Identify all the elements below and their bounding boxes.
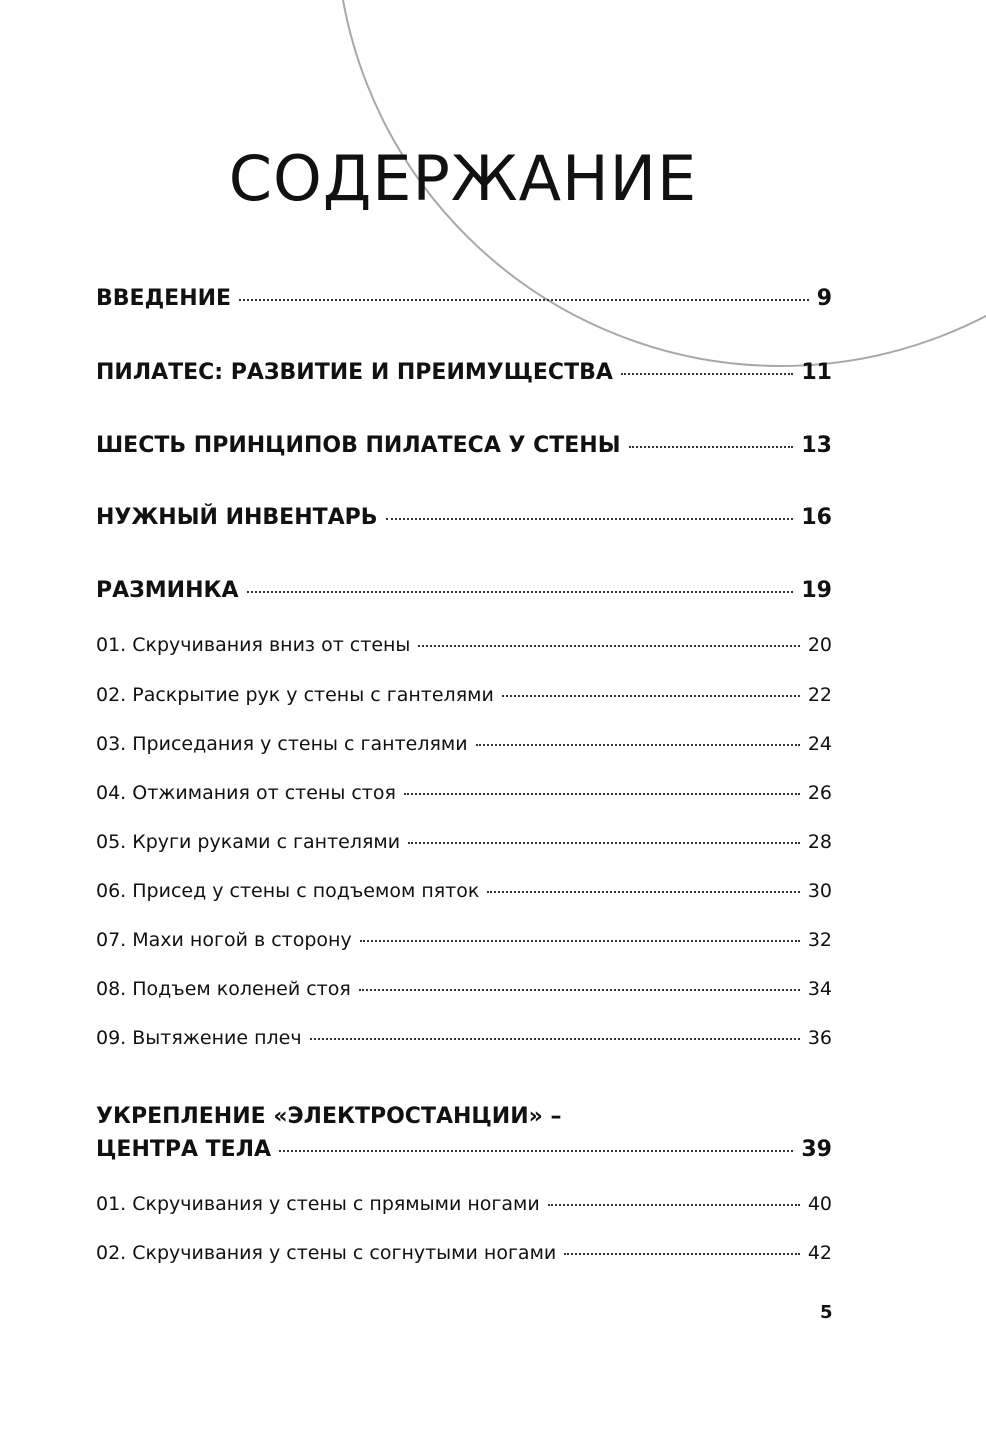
toc-entry-page: 30 <box>807 880 832 902</box>
toc-entry-page: 32 <box>807 929 832 951</box>
toc-entry-label: ПИЛАТЕС: РАЗВИТИЕ И ПРЕИМУЩЕСТВА <box>96 360 613 385</box>
toc-entry-warmup-04[interactable] <box>96 782 832 804</box>
toc-entry-warmup-01[interactable] <box>96 634 832 656</box>
toc-entry-warmup-02[interactable] <box>96 684 832 706</box>
toc-entry-warmup-03[interactable] <box>96 733 832 755</box>
dot-leader <box>360 940 800 942</box>
toc-entry-label: 05. Круги руками с гантелями <box>96 831 401 853</box>
toc-entry-label: 09. Вытяжение плеч <box>96 1027 302 1049</box>
toc-entry-page: 24 <box>807 733 832 755</box>
dot-leader <box>476 744 800 746</box>
toc-entry-label: ЦЕНТРА ТЕЛА <box>96 1137 272 1162</box>
toc-entry-page: 42 <box>807 1242 832 1264</box>
page-number: 5 <box>820 1302 833 1323</box>
toc-entry-label: 06. Присед у стены с подъемом пяток <box>96 880 480 902</box>
toc-entry-page: 34 <box>807 978 832 1000</box>
toc-entry-page: 28 <box>807 831 832 853</box>
toc-entry-equipment[interactable] <box>96 505 832 530</box>
toc-entry-page: 40 <box>807 1193 832 1215</box>
page-title: СОДЕРЖАНИЕ <box>228 142 698 215</box>
toc-entry-core-01[interactable] <box>96 1193 832 1215</box>
dot-leader <box>548 1204 800 1206</box>
toc-entry-page: 9 <box>816 286 832 311</box>
dot-leader <box>386 518 794 520</box>
toc-entry-label: РАЗМИНКА <box>96 578 239 603</box>
toc-entry-core-02[interactable] <box>96 1242 832 1264</box>
toc-entry-label: 02. Раскрытие рук у стены с гантелями <box>96 684 494 706</box>
dot-leader <box>502 695 800 697</box>
toc-entry-page: 19 <box>801 578 832 603</box>
toc-entry-warmup-09[interactable] <box>96 1027 832 1049</box>
toc-entry-page: 36 <box>807 1027 832 1049</box>
toc-entry-label: 04. Отжимания от стены стоя <box>96 782 396 804</box>
toc-entry-warmup-05[interactable] <box>96 831 832 853</box>
toc-entry-label: ШЕСТЬ ПРИНЦИПОВ ПИЛАТЕСА У СТЕНЫ <box>96 433 621 458</box>
toc-entry-warmup-07[interactable] <box>96 929 832 951</box>
toc-entry-label: 08. Подъем коленей стоя <box>96 978 351 1000</box>
toc-entry-page: 22 <box>807 684 832 706</box>
toc-entry-page: 39 <box>801 1137 832 1162</box>
dot-leader <box>621 373 794 375</box>
dot-leader <box>359 989 800 991</box>
toc-entry-page: 13 <box>801 433 832 458</box>
toc-entry-label: 07. Махи ногой в сторону <box>96 929 352 951</box>
toc-entry-label: 01. Скручивания вниз от стены <box>96 634 411 656</box>
toc-entry-introduction[interactable] <box>96 286 832 311</box>
toc-entry-page: 11 <box>801 360 832 385</box>
toc-entry-core-heading-line1[interactable] <box>96 1104 832 1129</box>
dot-leader <box>408 842 800 844</box>
dot-leader <box>247 591 794 593</box>
dot-leader <box>279 1150 793 1152</box>
dot-leader <box>404 793 800 795</box>
toc-entry-label: 02. Скручивания у стены с согнутыми ногами <box>96 1242 557 1264</box>
toc-entry-core[interactable] <box>96 1137 832 1162</box>
toc-entry-label: НУЖНЫЙ ИНВЕНТАРЬ <box>96 505 378 530</box>
toc-entry-pilates-development[interactable] <box>96 360 832 385</box>
dot-leader <box>239 299 809 301</box>
toc-entry-warmup[interactable] <box>96 578 832 603</box>
dot-leader <box>487 891 799 893</box>
toc-entry-warmup-06[interactable] <box>96 880 832 902</box>
toc-entry-page: 20 <box>807 634 832 656</box>
toc-entry-page: 16 <box>801 505 832 530</box>
toc-entry-label: 03. Приседания у стены с гантелями <box>96 733 468 755</box>
dot-leader <box>418 645 799 647</box>
toc-entry-label: ВВЕДЕНИЕ <box>96 286 232 311</box>
dot-leader <box>564 1253 800 1255</box>
toc-entry-label-line1: УКРЕПЛЕНИЕ «ЭЛЕКТРОСТАНЦИИ» – <box>96 1104 562 1129</box>
dot-leader <box>629 446 794 448</box>
toc-entry-label: 01. Скручивания у стены с прямыми ногами <box>96 1193 540 1215</box>
dot-leader <box>310 1038 800 1040</box>
toc-entry-six-principles[interactable] <box>96 433 832 458</box>
toc-entry-page: 26 <box>807 782 832 804</box>
toc-entry-warmup-08[interactable] <box>96 978 832 1000</box>
